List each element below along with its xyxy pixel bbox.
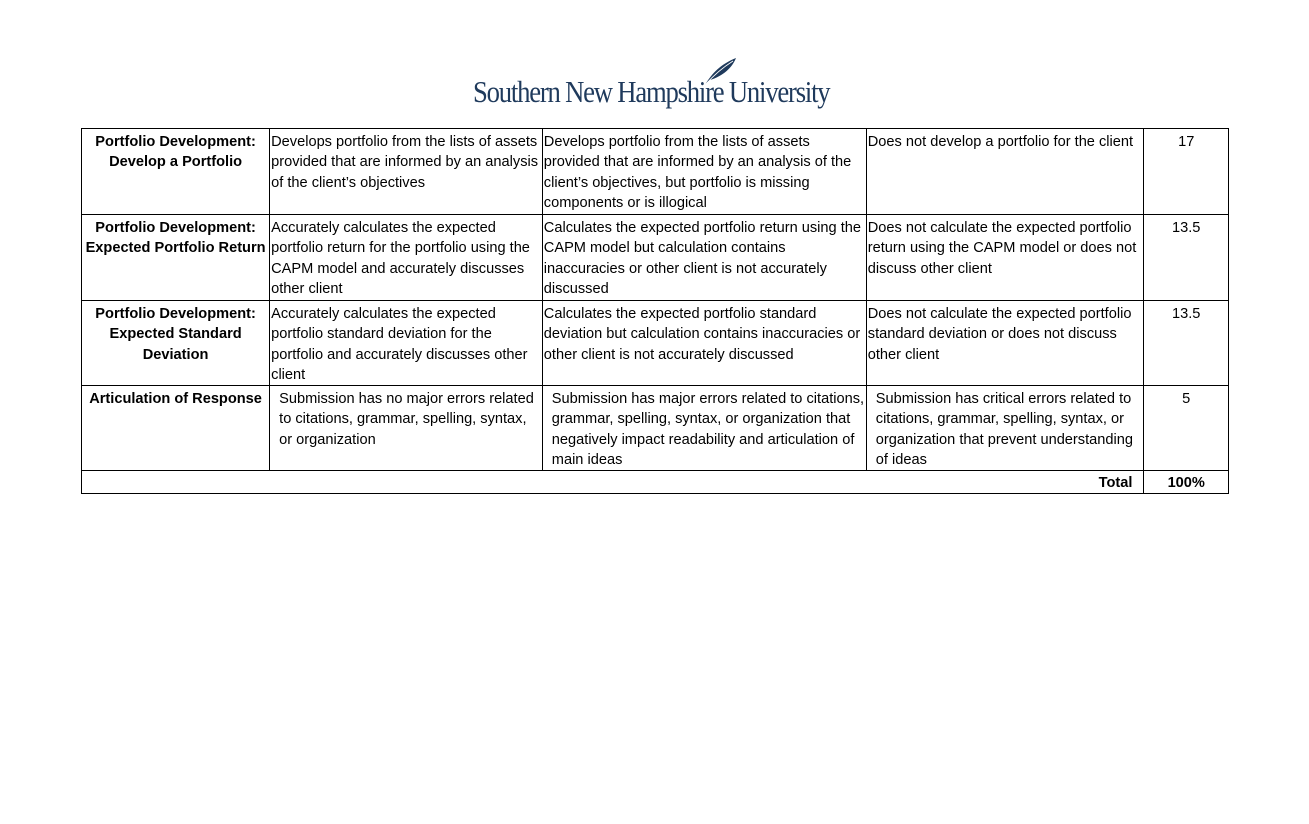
table-row <box>82 386 1229 471</box>
logo-wordmark: Southern New Hampshire University <box>473 74 830 109</box>
criterion-cell: Portfolio Development: Expected Portfolio Return <box>82 215 270 301</box>
exemplary-cell: Submission has no major errors related to citations, grammar, spelling, syntax, or organization <box>270 386 543 471</box>
table-row <box>82 301 1229 386</box>
needs-improvement-cell: Does not calculate the expected portfolio return using the CAPM model or does not discuss other client <box>866 215 1144 301</box>
needs-improvement-cell: Does not calculate the expected portfolio standard deviation or does not discuss other client <box>866 301 1144 386</box>
table-row <box>82 129 1229 215</box>
value-cell: 5 <box>1144 386 1229 471</box>
total-row <box>82 471 1229 494</box>
needs-improvement-cell: Submission has critical errors related to citations, grammar, spelling, syntax, or organization that prevent understanding of ideas <box>866 386 1144 471</box>
exemplary-cell: Accurately calculates the expected portfolio return for the portfolio using the CAPM model and accurately discusses other client <box>270 215 543 301</box>
value-cell: 13.5 <box>1144 215 1229 301</box>
needs-improvement-cell: Does not develop a portfolio for the client <box>866 129 1144 215</box>
criterion-cell: Portfolio Development: Develop a Portfolio <box>82 129 270 215</box>
proficient-cell: Submission has major errors related to citations, grammar, spelling, syntax, or organization that negatively impact readability and articulation of main ideas <box>542 386 866 471</box>
proficient-cell: Develops portfolio from the lists of assets provided that are informed by an analysis of the client’s objectives, but portfolio is missing components or is illogical <box>542 129 866 215</box>
table-row <box>82 215 1229 301</box>
proficient-cell: Calculates the expected portfolio standard deviation but calculation contains inaccuracies or other client is not accurately discussed <box>542 301 866 386</box>
criterion-cell: Portfolio Development: Expected Standard Deviation <box>82 301 270 386</box>
exemplary-cell: Accurately calculates the expected portfolio standard deviation for the portfolio and accurately discusses other client <box>270 301 543 386</box>
rubric-table <box>81 128 1229 494</box>
value-cell: 17 <box>1144 129 1229 215</box>
total-value: 100% <box>1144 471 1229 494</box>
total-label: Total <box>82 471 1144 494</box>
criterion-cell: Articulation of Response <box>82 386 270 471</box>
exemplary-cell: Develops portfolio from the lists of assets provided that are informed by an analysis of the client’s objectives <box>270 129 543 215</box>
university-logo <box>473 56 837 114</box>
value-cell: 13.5 <box>1144 301 1229 386</box>
proficient-cell: Calculates the expected portfolio return using the CAPM model but calculation contains inaccuracies or other client is not accurately discussed <box>542 215 866 301</box>
